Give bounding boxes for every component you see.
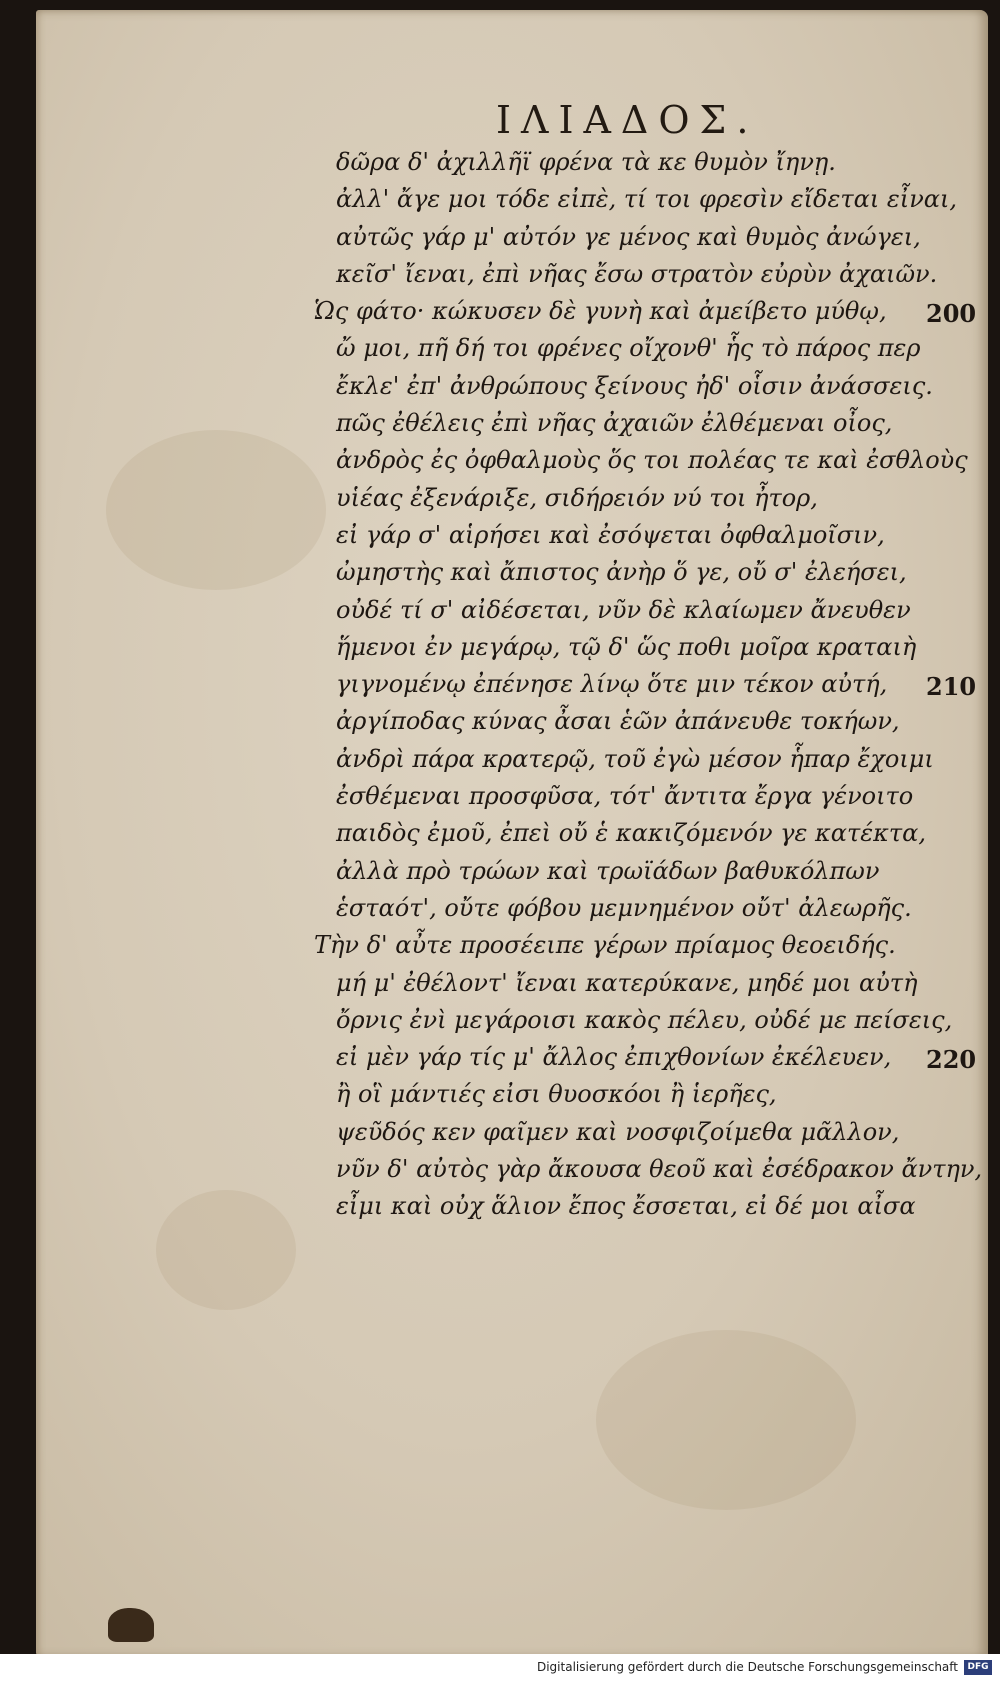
digitization-credit: Digitalisierung gefördert durch die Deutsche Forschungsgemeinschaft: [536, 1660, 958, 1674]
verse-line: Ὡς φάτο· κώκυσεν δὲ γυνὴ καὶ ἀμείβετο μύθῳ,: [314, 297, 887, 326]
verse-line: εἶμι καὶ οὐχ ἅλιον ἔπος ἔσσεται, εἰ δέ μοι αἶσα: [336, 1192, 916, 1221]
verse-line: εἰ μὲν γάρ τίς μ' ἄλλος ἐπιχθονίων ἐκέλευεν,: [336, 1043, 892, 1072]
verse-line: ἥμενοι ἐν μεγάρῳ, τῷ δ' ὥς ποθι μοῖρα κραταιὴ: [336, 632, 917, 661]
verse-line: ὠμηστὴς καὶ ἄπιστος ἀνὴρ ὅ γε, οὔ σ' ἐλεήσει,: [336, 558, 907, 587]
verse-line: γιγνομένῳ ἐπένησε λίνῳ ὅτε μιν τέκον αὐτή,: [336, 670, 888, 699]
verse-line: ὄρνις ἐνὶ μεγάροισι κακὸς πέλευ, οὐδέ με πείσεις,: [336, 1005, 953, 1034]
verse-line: Τὴν δ' αὖτε προσέειπε γέρων πρίαμος θεοειδής.: [314, 931, 896, 960]
verse-line: παιδὸς ἐμοῦ, ἐπεὶ οὔ ἑ κακιζόμενόν γε κατέκτα,: [336, 819, 926, 848]
verse-line: ἑσταότ', οὔτε φόβου μεμνημένον οὔτ' ἀλεωρῆς.: [336, 893, 912, 922]
verse-line: νῦν δ' αὐτὸς γὰρ ἄκουσα θεοῦ καὶ ἐσέδρακον ἄντην,: [336, 1155, 983, 1184]
verse-line: ἀλλὰ πρὸ τρώων καὶ τρωϊάδων βαθυκόλπων: [336, 856, 880, 885]
running-head: ΙΛΙΑΔΟΣ.: [496, 98, 759, 142]
paper-stain: [596, 1330, 856, 1510]
verse-line: ψεῦδός κεν φαῖμεν καὶ νοσφιζοίμεθα μᾶλλον,: [336, 1117, 900, 1146]
line-number: 220: [926, 1045, 977, 1075]
verse-line: ἀλλ' ἄγε μοι τόδε εἰπὲ, τί τοι φρεσὶν εἴδεται εἶναι,: [336, 185, 958, 214]
verse-line: οὐδέ τί σ' αἰδέσεται, νῦν δὲ κλαίωμεν ἄνευθεν: [336, 595, 911, 624]
ink-blot: [108, 1608, 154, 1642]
line-number: 210: [926, 672, 977, 702]
dfg-logo-icon: DFG: [964, 1660, 992, 1675]
verse-line: εἰ γάρ σ' αἱρήσει καὶ ἐσόψεται ὀφθαλμοῖσιν,: [336, 520, 885, 549]
verse-line: αὐτῶς γάρ μ' αὐτόν γε μένος καὶ θυμὸς ἀνώγει,: [336, 222, 921, 251]
verse-line: ἢ οἳ μάντιές εἰσι θυοσκόοι ἢ ἱερῆες,: [336, 1080, 777, 1109]
verse-line: κεῖσ' ἴεναι, ἐπὶ νῆας ἔσω στρατὸν εὐρὺν ἀχαιῶν.: [336, 259, 938, 288]
book-page: [36, 10, 988, 1658]
line-number: 200: [926, 299, 977, 329]
paper-stain: [156, 1190, 296, 1310]
verse-line: πῶς ἐθέλεις ἐπὶ νῆας ἀχαιῶν ἐλθέμεναι οἶος,: [336, 409, 893, 438]
verse-line: μή μ' ἐθέλοντ' ἴεναι κατερύκανε, μηδέ μοι αὐτὴ: [336, 968, 918, 997]
verse-line: δῶρα δ' ἀχιλλῆϊ φρένα τὰ κε θυμὸν ἴηνῃ.: [336, 148, 836, 176]
verse-line: υἱέας ἐξενάριξε, σιδήρειόν νύ τοι ἦτορ,: [336, 483, 818, 512]
verse-line: ἐσθέμεναι προσφῦσα, τότ' ἄντιτα ἔργα γένοιτο: [336, 782, 914, 811]
verse-line: ἀνδρὸς ἐς ὀφθαλμοὺς ὅς τοι πολέας τε καὶ ἐσθλοὺς: [336, 446, 968, 475]
paper-stain: [106, 430, 326, 590]
footer-strip: [0, 1654, 1000, 1684]
verse-line: ἀνδρὶ πάρα κρατερῷ, τοῦ ἐγὼ μέσον ἧπαρ ἔχοιμι: [336, 744, 934, 773]
verse-line: ἀργίποδας κύνας ἆσαι ἑῶν ἀπάνευθε τοκήων,: [336, 707, 900, 736]
verse-line: ὤ μοι, πῆ δή τοι φρένες οἴχονθ' ἧς τὸ πάρος περ: [336, 334, 921, 363]
verse-line: ἔκλε' ἐπ' ἀνθρώπους ξείνους ἠδ' οἷσιν ἀνάσσεις.: [336, 371, 933, 400]
